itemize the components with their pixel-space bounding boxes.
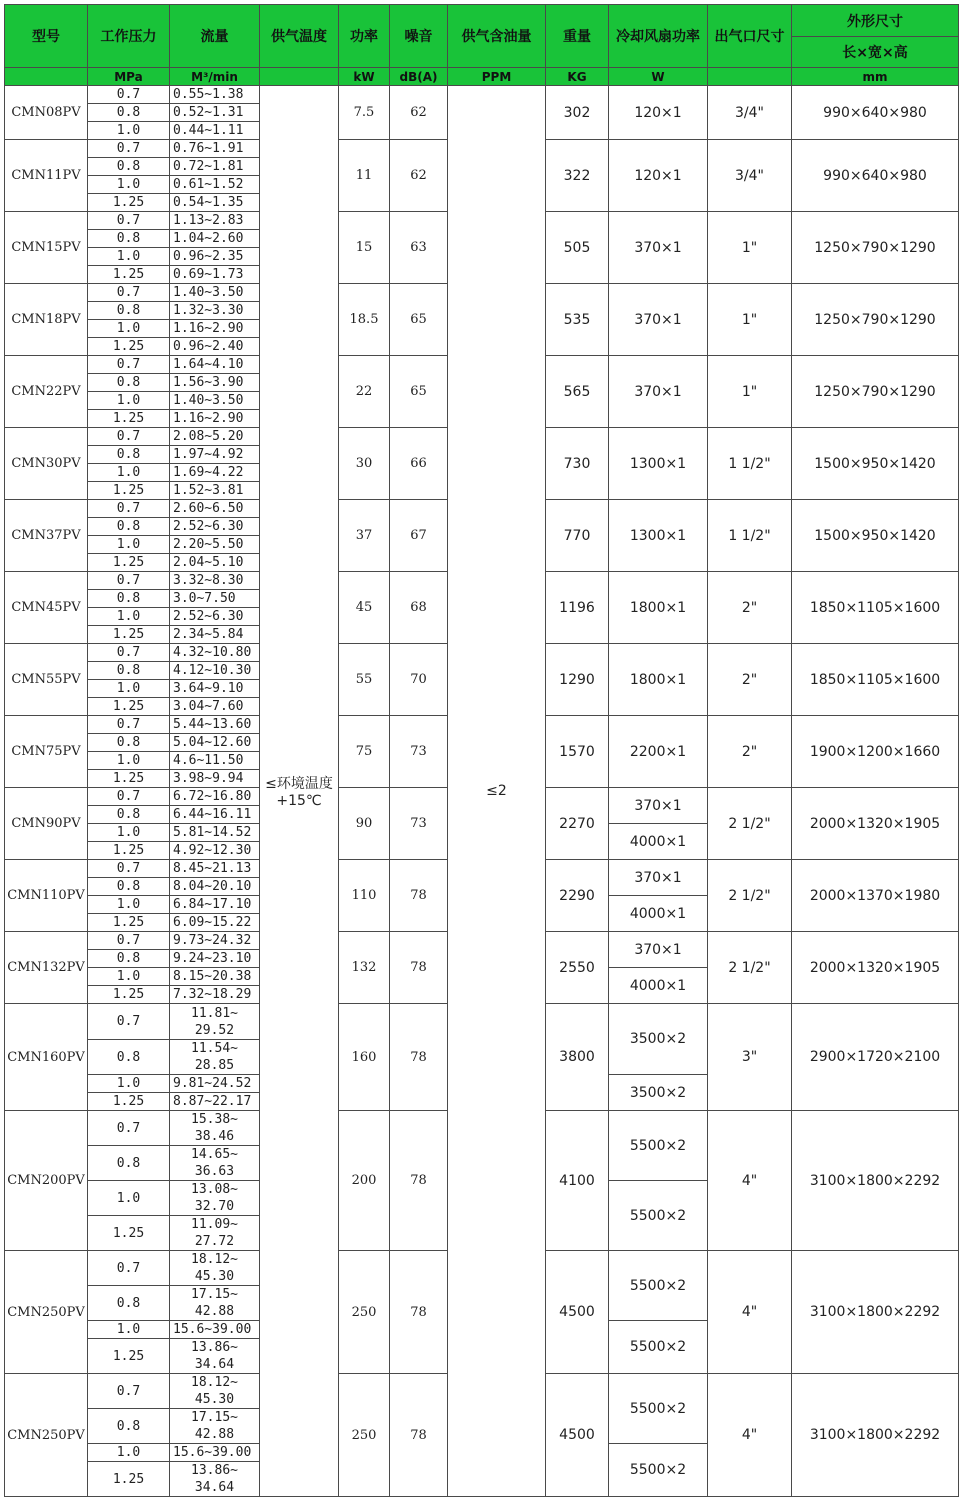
- pressure-cell: 0.8: [88, 806, 170, 824]
- flow-cell: 1.56~3.90: [170, 374, 260, 392]
- fan-power-cell: 120×1: [609, 86, 708, 140]
- noise-cell: 65: [390, 284, 448, 356]
- model-cell: CMN250PV: [5, 1251, 88, 1374]
- flow-cell: 18.12~ 45.30: [170, 1251, 260, 1286]
- flow-cell: 1.40~3.50: [170, 284, 260, 302]
- fan-power-cell: 5500×2: [609, 1181, 708, 1251]
- pressure-cell: 1.0: [88, 968, 170, 986]
- noise-cell: 78: [390, 1251, 448, 1374]
- power-cell: 110: [339, 860, 390, 932]
- fan-power-cell: 1300×1: [609, 500, 708, 572]
- fan-power-cell: 120×1: [609, 140, 708, 212]
- pressure-cell: 0.8: [88, 518, 170, 536]
- weight-cell: 3800: [546, 1004, 609, 1111]
- pressure-cell: 0.7: [88, 572, 170, 590]
- noise-cell: 65: [390, 356, 448, 428]
- outlet-size-cell: 3/4": [708, 140, 792, 212]
- flow-cell: 11.09~ 27.72: [170, 1216, 260, 1251]
- pressure-cell: 1.0: [88, 320, 170, 338]
- power-cell: 250: [339, 1374, 390, 1497]
- pressure-cell: 1.25: [88, 626, 170, 644]
- weight-cell: 1570: [546, 716, 609, 788]
- pressure-cell: 0.7: [88, 500, 170, 518]
- dimensions-cell: 3100×1800×2292: [792, 1374, 959, 1497]
- flow-cell: 2.52~6.30: [170, 518, 260, 536]
- pressure-cell: 1.0: [88, 1181, 170, 1216]
- flow-cell: 2.04~5.10: [170, 554, 260, 572]
- flow-cell: 8.45~21.13: [170, 860, 260, 878]
- header-weight: 重量: [546, 5, 609, 68]
- flow-cell: 1.97~4.92: [170, 446, 260, 464]
- noise-cell: 68: [390, 572, 448, 644]
- pressure-cell: 1.0: [88, 1075, 170, 1093]
- pressure-cell: 0.8: [88, 734, 170, 752]
- pressure-cell: 0.7: [88, 356, 170, 374]
- outlet-size-cell: 3": [708, 1004, 792, 1111]
- flow-cell: 1.32~3.30: [170, 302, 260, 320]
- pressure-cell: 0.7: [88, 284, 170, 302]
- noise-cell: 62: [390, 86, 448, 140]
- flow-cell: 0.76~1.91: [170, 140, 260, 158]
- fan-power-cell: 4000×1: [609, 824, 708, 860]
- header-model: 型号: [5, 5, 88, 68]
- pressure-cell: 1.25: [88, 410, 170, 428]
- header-temp: 供气温度: [260, 5, 339, 68]
- model-cell: CMN08PV: [5, 86, 88, 140]
- header-outlet: 出气口尺寸: [708, 5, 792, 68]
- unit-power: kW: [339, 68, 390, 86]
- dimensions-cell: 1850×1105×1600: [792, 572, 959, 644]
- dimensions-cell: 1500×950×1420: [792, 500, 959, 572]
- pressure-cell: 1.25: [88, 914, 170, 932]
- fan-power-cell: 4000×1: [609, 968, 708, 1004]
- fan-power-cell: 370×1: [609, 284, 708, 356]
- pressure-cell: 1.0: [88, 536, 170, 554]
- pressure-cell: 1.25: [88, 1216, 170, 1251]
- flow-cell: 8.87~22.17: [170, 1093, 260, 1111]
- pressure-cell: 1.25: [88, 698, 170, 716]
- flow-cell: 8.04~20.10: [170, 878, 260, 896]
- flow-cell: 0.69~1.73: [170, 266, 260, 284]
- fan-power-cell: 2200×1: [609, 716, 708, 788]
- flow-cell: 3.04~7.60: [170, 698, 260, 716]
- flow-cell: 17.15~ 42.88: [170, 1286, 260, 1321]
- outlet-size-cell: 2 1/2": [708, 788, 792, 860]
- pressure-cell: 0.8: [88, 1040, 170, 1075]
- pressure-cell: 0.7: [88, 428, 170, 446]
- power-cell: 18.5: [339, 284, 390, 356]
- header-flow: 流量: [170, 5, 260, 68]
- dimensions-cell: 1500×950×1420: [792, 428, 959, 500]
- model-cell: CMN132PV: [5, 932, 88, 1004]
- pressure-cell: 1.25: [88, 1093, 170, 1111]
- unit-dims: mm: [792, 68, 959, 86]
- pressure-cell: 0.7: [88, 788, 170, 806]
- supply-temp-cell: ≤环境温度+15℃: [260, 86, 339, 1497]
- unit-oil: PPM: [448, 68, 546, 86]
- table-body: [5, 86, 959, 1497]
- flow-cell: 13.86~ 34.64: [170, 1462, 260, 1497]
- header-fan: 冷却风扇功率: [609, 5, 708, 68]
- unit-outlet: [708, 68, 792, 86]
- dimensions-cell: 1850×1105×1600: [792, 644, 959, 716]
- spec-table: [4, 4, 959, 1497]
- fan-power-cell: 370×1: [609, 212, 708, 284]
- model-cell: CMN15PV: [5, 212, 88, 284]
- flow-cell: 2.20~5.50: [170, 536, 260, 554]
- flow-cell: 0.44~1.11: [170, 122, 260, 140]
- flow-cell: 9.24~23.10: [170, 950, 260, 968]
- flow-cell: 1.69~4.22: [170, 464, 260, 482]
- pressure-cell: 1.0: [88, 176, 170, 194]
- noise-cell: 78: [390, 1374, 448, 1497]
- weight-cell: 1196: [546, 572, 609, 644]
- pressure-cell: 1.0: [88, 752, 170, 770]
- power-cell: 45: [339, 572, 390, 644]
- model-cell: CMN200PV: [5, 1111, 88, 1251]
- power-cell: 11: [339, 140, 390, 212]
- model-cell: CMN75PV: [5, 716, 88, 788]
- pressure-cell: 0.8: [88, 302, 170, 320]
- dimensions-cell: 1250×790×1290: [792, 356, 959, 428]
- flow-cell: 1.13~2.83: [170, 212, 260, 230]
- outlet-size-cell: 2": [708, 572, 792, 644]
- power-cell: 75: [339, 716, 390, 788]
- pressure-cell: 1.25: [88, 554, 170, 572]
- power-cell: 37: [339, 500, 390, 572]
- power-cell: 200: [339, 1111, 390, 1251]
- flow-cell: 0.52~1.31: [170, 104, 260, 122]
- dimensions-cell: 2000×1320×1905: [792, 788, 959, 860]
- power-cell: 250: [339, 1251, 390, 1374]
- flow-cell: 1.40~3.50: [170, 392, 260, 410]
- outlet-size-cell: 4": [708, 1251, 792, 1374]
- fan-power-cell: 1300×1: [609, 428, 708, 500]
- flow-cell: 11.81~ 29.52: [170, 1004, 260, 1040]
- dimensions-cell: 1900×1200×1660: [792, 716, 959, 788]
- flow-cell: 9.73~24.32: [170, 932, 260, 950]
- flow-cell: 4.6~11.50: [170, 752, 260, 770]
- pressure-cell: 0.7: [88, 1251, 170, 1286]
- flow-cell: 2.52~6.30: [170, 608, 260, 626]
- pressure-cell: 1.0: [88, 824, 170, 842]
- fan-power-cell: 370×1: [609, 356, 708, 428]
- flow-cell: 14.65~ 36.63: [170, 1146, 260, 1181]
- pressure-cell: 1.0: [88, 608, 170, 626]
- power-cell: 132: [339, 932, 390, 1004]
- pressure-cell: 0.8: [88, 950, 170, 968]
- pressure-cell: 0.8: [88, 446, 170, 464]
- dimensions-cell: 1250×790×1290: [792, 212, 959, 284]
- pressure-cell: 0.8: [88, 662, 170, 680]
- weight-cell: 2550: [546, 932, 609, 1004]
- pressure-cell: 0.7: [88, 932, 170, 950]
- flow-cell: 7.32~18.29: [170, 986, 260, 1004]
- noise-cell: 78: [390, 1004, 448, 1111]
- pressure-cell: 1.0: [88, 248, 170, 266]
- unit-fan: W: [609, 68, 708, 86]
- power-cell: 90: [339, 788, 390, 860]
- dimensions-cell: 2000×1320×1905: [792, 932, 959, 1004]
- pressure-cell: 1.25: [88, 266, 170, 284]
- header-dims: 外形尺寸: [792, 5, 959, 37]
- pressure-cell: 0.8: [88, 1286, 170, 1321]
- noise-cell: 73: [390, 788, 448, 860]
- pressure-cell: 1.0: [88, 680, 170, 698]
- outlet-size-cell: 1": [708, 284, 792, 356]
- outlet-size-cell: 3/4": [708, 86, 792, 140]
- outlet-size-cell: 2": [708, 644, 792, 716]
- flow-cell: 11.54~ 28.85: [170, 1040, 260, 1075]
- pressure-cell: 0.8: [88, 590, 170, 608]
- pressure-cell: 1.25: [88, 194, 170, 212]
- power-cell: 160: [339, 1004, 390, 1111]
- flow-cell: 1.16~2.90: [170, 320, 260, 338]
- flow-cell: 1.16~2.90: [170, 410, 260, 428]
- flow-cell: 2.08~5.20: [170, 428, 260, 446]
- flow-cell: 5.04~12.60: [170, 734, 260, 752]
- fan-power-cell: 3500×2: [609, 1004, 708, 1075]
- flow-cell: 3.64~9.10: [170, 680, 260, 698]
- dimensions-cell: 1250×790×1290: [792, 284, 959, 356]
- table-header: [5, 5, 959, 86]
- model-cell: CMN45PV: [5, 572, 88, 644]
- noise-cell: 78: [390, 932, 448, 1004]
- flow-cell: 3.0~7.50: [170, 590, 260, 608]
- pressure-cell: 1.25: [88, 1462, 170, 1497]
- pressure-cell: 0.7: [88, 716, 170, 734]
- pressure-cell: 0.7: [88, 1004, 170, 1040]
- weight-cell: 535: [546, 284, 609, 356]
- flow-cell: 15.38~ 38.46: [170, 1111, 260, 1146]
- fan-power-cell: 370×1: [609, 788, 708, 824]
- outlet-size-cell: 1 1/2": [708, 500, 792, 572]
- weight-cell: 770: [546, 500, 609, 572]
- dimensions-cell: 3100×1800×2292: [792, 1111, 959, 1251]
- outlet-size-cell: 2 1/2": [708, 860, 792, 932]
- flow-cell: 6.72~16.80: [170, 788, 260, 806]
- header-dims-sub: 长×宽×高: [792, 37, 959, 68]
- unit-temp: [260, 68, 339, 86]
- flow-cell: 0.72~1.81: [170, 158, 260, 176]
- weight-cell: 4500: [546, 1251, 609, 1374]
- model-cell: CMN11PV: [5, 140, 88, 212]
- outlet-size-cell: 1": [708, 212, 792, 284]
- outlet-size-cell: 1": [708, 356, 792, 428]
- noise-cell: 73: [390, 716, 448, 788]
- header-oil: 供气含油量: [448, 5, 546, 68]
- pressure-cell: 1.25: [88, 482, 170, 500]
- flow-cell: 3.32~8.30: [170, 572, 260, 590]
- flow-cell: 15.6~39.00: [170, 1444, 260, 1462]
- fan-power-cell: 3500×2: [609, 1075, 708, 1111]
- flow-cell: 6.09~15.22: [170, 914, 260, 932]
- weight-cell: 2270: [546, 788, 609, 860]
- pressure-cell: 1.0: [88, 392, 170, 410]
- model-cell: CMN22PV: [5, 356, 88, 428]
- pressure-cell: 0.7: [88, 644, 170, 662]
- fan-power-cell: 370×1: [609, 932, 708, 968]
- model-cell: CMN30PV: [5, 428, 88, 500]
- flow-cell: 5.44~13.60: [170, 716, 260, 734]
- pressure-cell: 1.0: [88, 464, 170, 482]
- pressure-cell: 0.7: [88, 860, 170, 878]
- pressure-cell: 1.25: [88, 770, 170, 788]
- flow-cell: 2.60~6.50: [170, 500, 260, 518]
- weight-cell: 505: [546, 212, 609, 284]
- weight-cell: 565: [546, 356, 609, 428]
- model-cell: CMN160PV: [5, 1004, 88, 1111]
- noise-cell: 66: [390, 428, 448, 500]
- pressure-cell: 0.7: [88, 140, 170, 158]
- fan-power-cell: 1800×1: [609, 644, 708, 716]
- fan-power-cell: 1800×1: [609, 572, 708, 644]
- outlet-size-cell: 4": [708, 1111, 792, 1251]
- pressure-cell: 0.8: [88, 878, 170, 896]
- fan-power-cell: 5500×2: [609, 1374, 708, 1444]
- model-cell: CMN110PV: [5, 860, 88, 932]
- flow-cell: 4.32~10.80: [170, 644, 260, 662]
- flow-cell: 1.52~3.81: [170, 482, 260, 500]
- flow-cell: 0.96~2.35: [170, 248, 260, 266]
- pressure-cell: 0.8: [88, 1146, 170, 1181]
- table-row: [5, 86, 959, 104]
- pressure-cell: 0.7: [88, 1111, 170, 1146]
- pressure-cell: 1.0: [88, 896, 170, 914]
- unit-noise: dB(A): [390, 68, 448, 86]
- pressure-cell: 0.7: [88, 212, 170, 230]
- flow-cell: 13.08~ 32.70: [170, 1181, 260, 1216]
- weight-cell: 4100: [546, 1111, 609, 1251]
- model-cell: CMN55PV: [5, 644, 88, 716]
- dimensions-cell: 3100×1800×2292: [792, 1251, 959, 1374]
- unit-model: [5, 68, 88, 86]
- weight-cell: 730: [546, 428, 609, 500]
- weight-cell: 322: [546, 140, 609, 212]
- pressure-cell: 1.25: [88, 986, 170, 1004]
- weight-cell: 302: [546, 86, 609, 140]
- header-power: 功率: [339, 5, 390, 68]
- flow-cell: 0.54~1.35: [170, 194, 260, 212]
- pressure-cell: 0.7: [88, 1374, 170, 1409]
- power-cell: 55: [339, 644, 390, 716]
- weight-cell: 4500: [546, 1374, 609, 1497]
- pressure-cell: 1.25: [88, 1339, 170, 1374]
- power-cell: 7.5: [339, 86, 390, 140]
- flow-cell: 2.34~5.84: [170, 626, 260, 644]
- pressure-cell: 0.8: [88, 374, 170, 392]
- pressure-cell: 0.8: [88, 158, 170, 176]
- header-pressure: 工作压力: [88, 5, 170, 68]
- unit-flow: M³/min: [170, 68, 260, 86]
- flow-cell: 5.81~14.52: [170, 824, 260, 842]
- power-cell: 22: [339, 356, 390, 428]
- dimensions-cell: 2000×1370×1980: [792, 860, 959, 932]
- fan-power-cell: 5500×2: [609, 1321, 708, 1374]
- outlet-size-cell: 2": [708, 716, 792, 788]
- outlet-size-cell: 1 1/2": [708, 428, 792, 500]
- dimensions-cell: 990×640×980: [792, 140, 959, 212]
- pressure-cell: 1.0: [88, 122, 170, 140]
- dimensions-cell: 990×640×980: [792, 86, 959, 140]
- pressure-cell: 0.8: [88, 104, 170, 122]
- weight-cell: 2290: [546, 860, 609, 932]
- flow-cell: 8.15~20.38: [170, 968, 260, 986]
- model-cell: CMN90PV: [5, 788, 88, 860]
- weight-cell: 1290: [546, 644, 609, 716]
- flow-cell: 3.98~9.94: [170, 770, 260, 788]
- dimensions-cell: 2900×1720×2100: [792, 1004, 959, 1111]
- pressure-cell: 0.8: [88, 230, 170, 248]
- flow-cell: 0.96~2.40: [170, 338, 260, 356]
- flow-cell: 15.6~39.00: [170, 1321, 260, 1339]
- oil-content-cell: ≤2: [448, 86, 546, 1497]
- flow-cell: 4.12~10.30: [170, 662, 260, 680]
- flow-cell: 13.86~ 34.64: [170, 1339, 260, 1374]
- flow-cell: 9.81~24.52: [170, 1075, 260, 1093]
- flow-cell: 0.55~1.38: [170, 86, 260, 104]
- fan-power-cell: 370×1: [609, 860, 708, 896]
- model-cell: CMN250PV: [5, 1374, 88, 1497]
- model-cell: CMN37PV: [5, 500, 88, 572]
- fan-power-cell: 5500×2: [609, 1444, 708, 1497]
- pressure-cell: 0.7: [88, 86, 170, 104]
- noise-cell: 70: [390, 644, 448, 716]
- flow-cell: 1.64~4.10: [170, 356, 260, 374]
- pressure-cell: 1.25: [88, 338, 170, 356]
- model-cell: CMN18PV: [5, 284, 88, 356]
- outlet-size-cell: 4": [708, 1374, 792, 1497]
- fan-power-cell: 4000×1: [609, 896, 708, 932]
- noise-cell: 62: [390, 140, 448, 212]
- flow-cell: 6.44~16.11: [170, 806, 260, 824]
- pressure-cell: 1.25: [88, 842, 170, 860]
- flow-cell: 18.12~ 45.30: [170, 1374, 260, 1409]
- unit-pressure: MPa: [88, 68, 170, 86]
- noise-cell: 78: [390, 1111, 448, 1251]
- outlet-size-cell: 2 1/2": [708, 932, 792, 1004]
- flow-cell: 17.15~ 42.88: [170, 1409, 260, 1444]
- pressure-cell: 1.0: [88, 1321, 170, 1339]
- flow-cell: 1.04~2.60: [170, 230, 260, 248]
- flow-cell: 4.92~12.30: [170, 842, 260, 860]
- power-cell: 30: [339, 428, 390, 500]
- fan-power-cell: 5500×2: [609, 1111, 708, 1181]
- noise-cell: 78: [390, 860, 448, 932]
- noise-cell: 63: [390, 212, 448, 284]
- flow-cell: 6.84~17.10: [170, 896, 260, 914]
- pressure-cell: 0.8: [88, 1409, 170, 1444]
- unit-weight: KG: [546, 68, 609, 86]
- header-noise: 噪音: [390, 5, 448, 68]
- noise-cell: 67: [390, 500, 448, 572]
- pressure-cell: 1.0: [88, 1444, 170, 1462]
- fan-power-cell: 5500×2: [609, 1251, 708, 1321]
- power-cell: 15: [339, 212, 390, 284]
- flow-cell: 0.61~1.52: [170, 176, 260, 194]
